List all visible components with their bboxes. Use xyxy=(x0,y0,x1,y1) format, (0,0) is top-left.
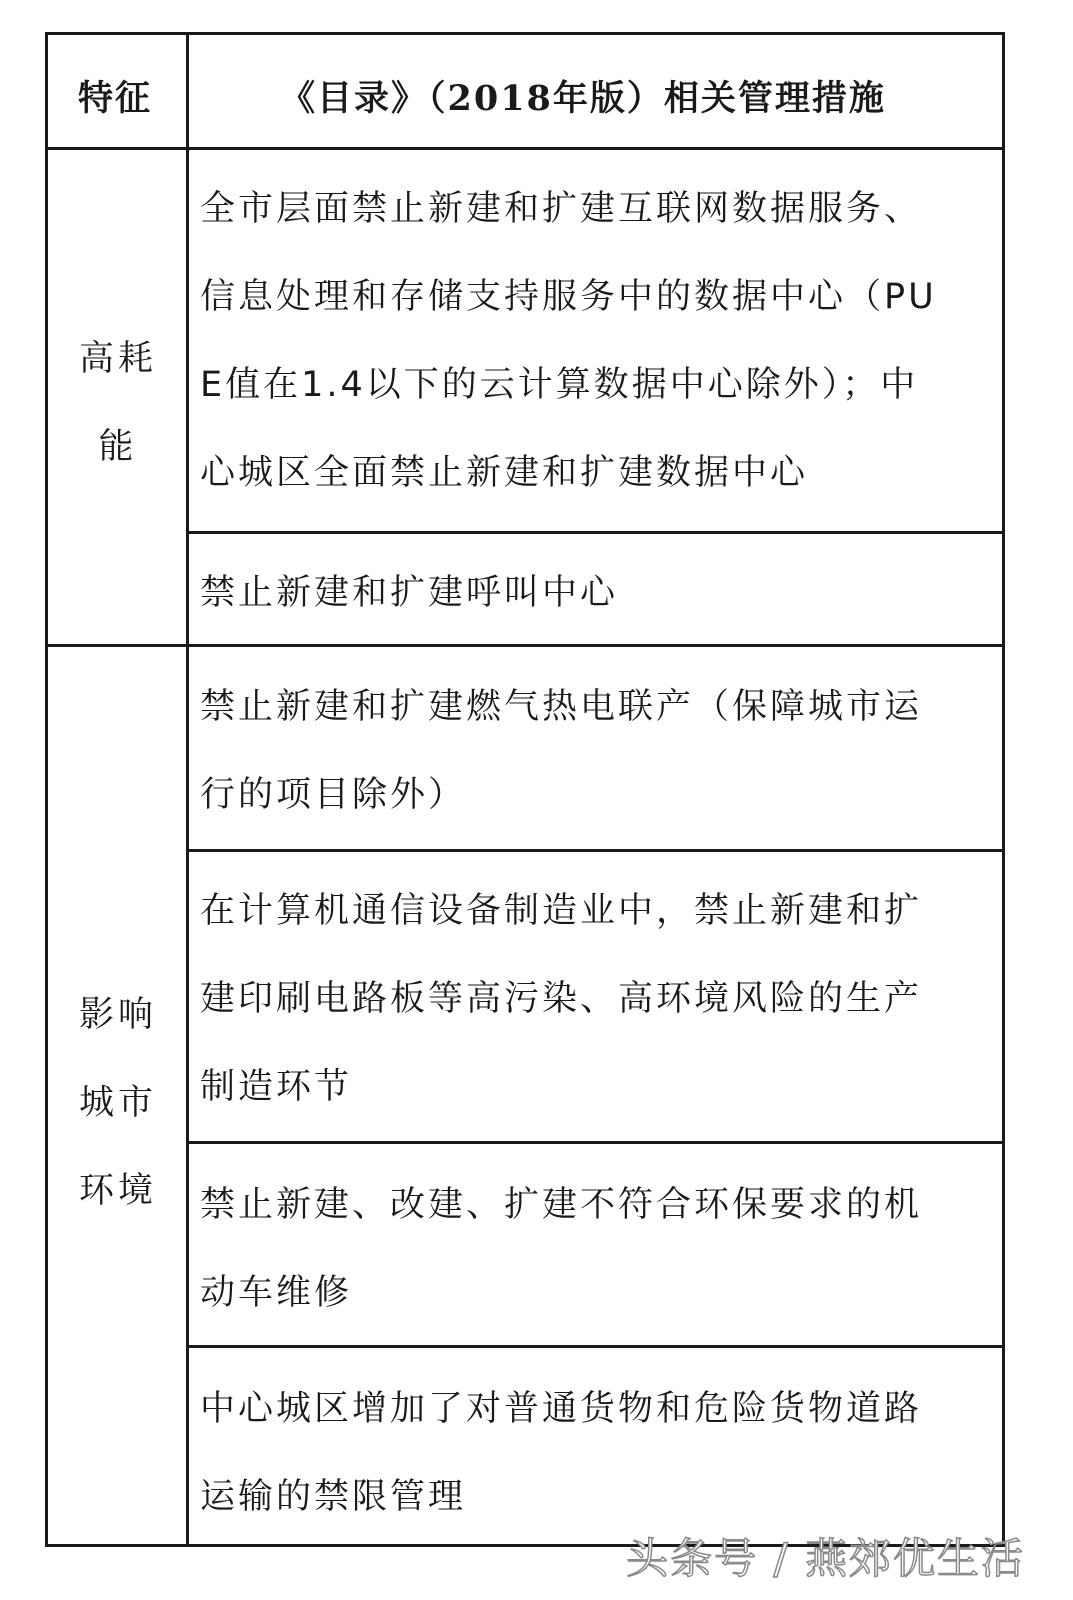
measure-line: 全市层面禁止新建和扩建互联网数据服务、 xyxy=(200,189,923,229)
header-divider xyxy=(48,147,1002,150)
measure-line: E值在1.4以下的云计算数据中心除外）；中 xyxy=(200,365,919,405)
row-divider xyxy=(186,1141,1002,1144)
measure-cell xyxy=(200,867,922,1131)
measure-line: 在计算机通信设备制造业中，禁止新建和扩 xyxy=(200,891,923,931)
feature-line: 能 xyxy=(98,427,138,467)
measure-cell xyxy=(200,165,937,517)
measure-line: 中心城区增加了对普通货物和危险货物道路 xyxy=(200,1389,923,1429)
feature-line: 影响 xyxy=(78,995,157,1035)
measure-line: 禁止新建和扩建燃气热电联产（保障城市运 xyxy=(200,687,923,727)
measure-cell xyxy=(200,1365,922,1541)
measure-cell xyxy=(200,663,922,839)
measure-line: 禁止新建、改建、扩建不符合环保要求的机 xyxy=(200,1185,923,1225)
regulation-table xyxy=(45,32,1005,1547)
row-divider xyxy=(186,1345,1002,1348)
feature-line: 城市 xyxy=(78,1083,157,1123)
measure-line: 行的项目除外） xyxy=(200,775,467,815)
feature-cell-urban-environment xyxy=(58,971,178,1235)
group-divider xyxy=(48,644,1002,647)
row-divider xyxy=(186,849,1002,852)
measure-line: 运输的禁限管理 xyxy=(200,1477,467,1517)
header-measures: 《目录》（2018年版）相关管理措施 xyxy=(280,78,886,119)
measure-line: 心城区全面禁止新建和扩建数据中心 xyxy=(200,453,809,493)
measure-cell xyxy=(200,549,618,637)
feature-cell-high-energy xyxy=(58,315,178,491)
measure-cell xyxy=(200,1161,922,1337)
row-divider xyxy=(186,531,1002,534)
measure-line: 禁止新建和扩建呼叫中心 xyxy=(200,573,619,613)
measure-line: 信息处理和存储支持服务中的数据中心（PU xyxy=(200,277,937,317)
header-feature: 特征 xyxy=(78,78,153,119)
measure-line: 动车维修 xyxy=(200,1273,353,1313)
watermark: 头条号 / 燕郊优生活 xyxy=(626,1534,1025,1583)
measure-line: 制造环节 xyxy=(200,1067,353,1107)
feature-line: 环境 xyxy=(78,1171,157,1211)
column-divider xyxy=(186,35,189,1544)
measure-line: 建印刷电路板等高污染、高环境风险的生产 xyxy=(200,979,923,1019)
feature-line: 高耗 xyxy=(78,339,157,379)
